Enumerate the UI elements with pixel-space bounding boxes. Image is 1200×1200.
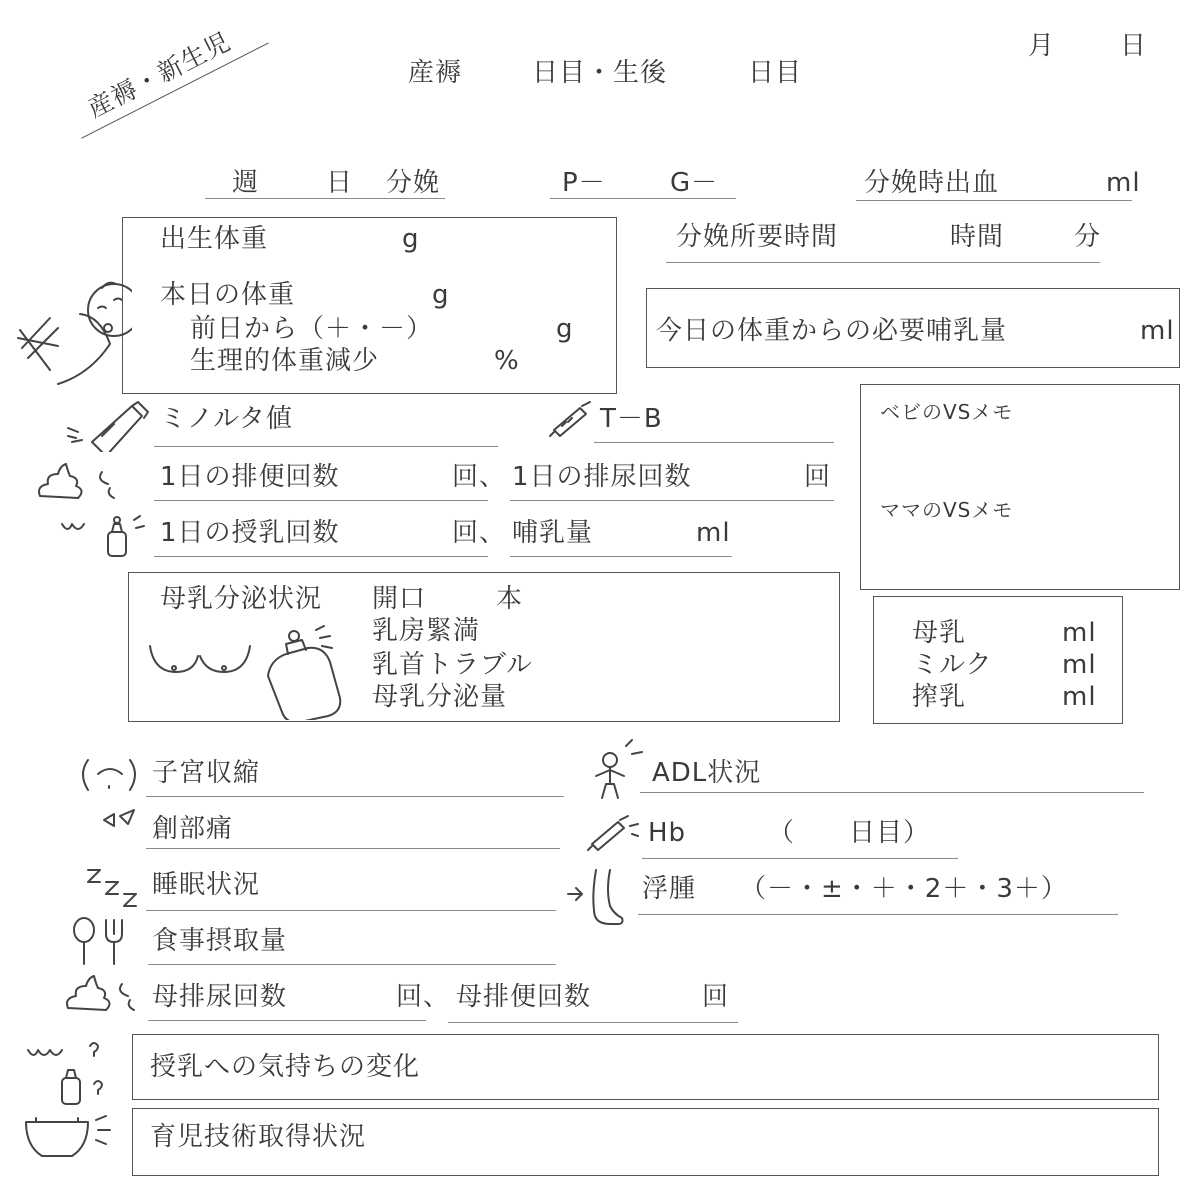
uterine-contraction-line[interactable] <box>146 796 564 797</box>
feeding-count-line[interactable] <box>154 556 488 557</box>
syringe-icon <box>548 400 596 438</box>
feeding-amount-label: 哺乳量 <box>512 518 594 548</box>
expressed-unit: ml <box>1062 682 1097 712</box>
breast-icon <box>146 632 254 680</box>
mother-urine-line[interactable] <box>148 1020 426 1021</box>
hb-line[interactable] <box>642 858 958 859</box>
feeding-feeling-label: 授乳への気持ちの変化 <box>150 1052 421 1082</box>
open-ducts-unit: 本 <box>496 584 524 614</box>
duration-minutes-label: 分 <box>1074 222 1102 252</box>
mother-stool-unit: 回 <box>702 982 730 1012</box>
minolta-meter-icon <box>62 400 154 452</box>
sleep-icon <box>82 862 144 910</box>
childcare-skills-label: 育児技術取得状況 <box>150 1122 367 1152</box>
formula-label: ミルク <box>912 650 993 680</box>
minolta-label: ミノルタ値 <box>160 404 293 434</box>
tb-label: T－B <box>600 404 663 434</box>
meal-line[interactable] <box>148 964 556 965</box>
urine-count-unit: 回 <box>804 462 832 492</box>
sleep-line[interactable] <box>146 910 556 911</box>
birth-weight-unit: g <box>402 224 420 254</box>
today-weight-unit: g <box>432 280 450 310</box>
urine-count-line[interactable] <box>510 500 834 501</box>
feeding-feeling-icon <box>22 1036 118 1114</box>
from-yesterday-unit: g <box>556 314 574 344</box>
adl-label: ADL状況 <box>652 758 762 788</box>
corner-tag <box>58 0 277 154</box>
hb-syringe-icon <box>584 810 642 854</box>
feeding-bottle-icon <box>56 510 154 560</box>
sleep-label: 睡眠状況 <box>152 870 261 900</box>
blood-loss-line[interactable] <box>856 200 1132 201</box>
pain-icon <box>100 806 140 834</box>
hb-label: Hb <box>648 818 687 848</box>
mother-stool-icon <box>62 974 146 1014</box>
corner-tag-text: 産褥・新生児 <box>83 26 236 124</box>
edema-label: 浮腫 <box>642 874 697 904</box>
edema-scale: （－・±・＋・2＋・3＋） <box>740 874 1068 904</box>
urine-count-label: 1日の排尿回数 <box>512 462 692 492</box>
engorgement-label: 乳房緊満 <box>372 616 481 646</box>
uterine-contraction-label: 子宮収縮 <box>152 758 261 788</box>
spoon-fork-icon <box>68 916 134 966</box>
stool-icon <box>34 460 126 502</box>
duration-hours-label: 時間 <box>950 222 1005 252</box>
gestation-days-label: 日 <box>326 168 354 198</box>
gravida-label: G－ <box>670 168 719 198</box>
month-label: 月 <box>1028 31 1056 61</box>
baby-face-icon <box>14 278 132 390</box>
expressed-label: 搾乳 <box>912 682 967 712</box>
blood-loss-unit: ml <box>1106 168 1141 198</box>
duration-line[interactable] <box>666 262 1100 263</box>
milk-volume-label: 母乳分泌量 <box>372 682 508 712</box>
feeding-amount-unit: ml <box>696 518 731 548</box>
stool-count-line[interactable] <box>154 500 488 501</box>
gestation-weeks-label: 週 <box>232 168 260 198</box>
delivery-label: 分娩 <box>386 168 441 198</box>
required-feeding-label: 今日の体重からの必要哺乳量 <box>656 316 1008 346</box>
swollen-leg-icon <box>566 864 626 928</box>
breast-milk-unit: ml <box>1062 618 1097 648</box>
adl-person-icon <box>590 736 648 800</box>
physio-loss-unit: % <box>494 346 520 376</box>
mother-stool-line[interactable] <box>448 1022 738 1023</box>
mother-stool-label: 母排便回数 <box>456 982 592 1012</box>
days-label: 日目 <box>748 58 803 88</box>
today-weight-label: 本日の体重 <box>160 280 296 310</box>
nipple-trouble-label: 乳首トラブル <box>372 650 533 680</box>
required-feeding-unit: ml <box>1140 316 1175 346</box>
gestation-line[interactable] <box>205 198 445 199</box>
feeding-count-unit: 回、 <box>452 518 507 548</box>
day-label: 日 <box>1120 31 1148 61</box>
tb-line[interactable] <box>594 442 834 443</box>
mother-urine-unit: 回、 <box>396 982 451 1012</box>
postpartum-label: 産褥 <box>408 58 463 88</box>
feeding-count-label: 1日の授乳回数 <box>160 518 340 548</box>
baby-vs-memo-label: ベビのVSメモ <box>880 400 1014 424</box>
formula-unit: ml <box>1062 650 1097 680</box>
para-label: P－ <box>562 168 606 198</box>
day-after-birth-label: 日目・生後 <box>532 58 668 88</box>
lactation-title: 母乳分泌状況 <box>160 584 323 614</box>
feeding-amount-line[interactable] <box>510 556 732 557</box>
stool-count-label: 1日の排便回数 <box>160 462 340 492</box>
from-yesterday-label: 前日から（＋・－） <box>190 314 434 344</box>
minolta-line[interactable] <box>154 446 498 447</box>
mother-urine-label: 母排尿回数 <box>152 982 288 1012</box>
adl-line[interactable] <box>640 792 1144 793</box>
physio-loss-label: 生理的体重減少 <box>190 346 380 376</box>
baby-bottle-icon <box>258 624 352 720</box>
stool-count-unit: 回、 <box>452 462 507 492</box>
uterus-icon <box>78 756 140 796</box>
meal-label: 食事摂取量 <box>152 926 288 956</box>
duration-label: 分娩所要時間 <box>676 222 839 252</box>
diaper-icon <box>20 1108 116 1174</box>
wound-pain-line[interactable] <box>146 848 560 849</box>
blood-loss-label: 分娩時出血 <box>864 168 1000 198</box>
para-gravida-line[interactable] <box>550 198 736 199</box>
open-ducts-label: 開口 <box>372 584 427 614</box>
wound-pain-label: 創部痛 <box>152 814 234 844</box>
breast-milk-label: 母乳 <box>912 618 967 648</box>
mama-vs-memo-label: ママのVSメモ <box>880 498 1014 522</box>
birth-weight-label: 出生体重 <box>160 224 269 254</box>
hb-day-label: （ 日目） <box>768 818 931 848</box>
edema-line[interactable] <box>638 914 1118 915</box>
